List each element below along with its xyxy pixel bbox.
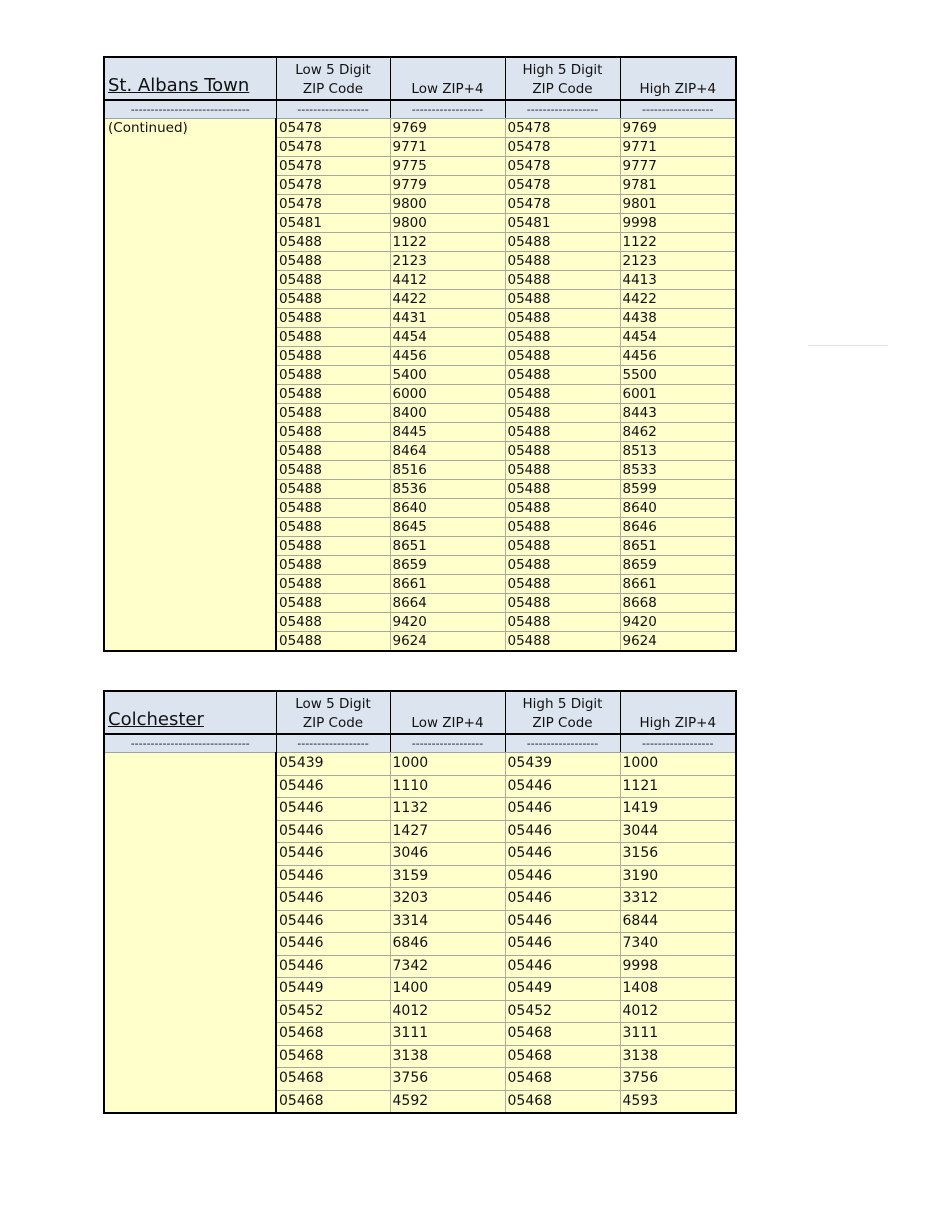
low-zip4-cell: 8464 (390, 442, 505, 461)
high-5-digit-cell: 05488 (505, 575, 620, 594)
low-5-digit-cell: 05449 (276, 978, 390, 1001)
high-zip4-cell: 8462 (620, 423, 736, 442)
high-zip4-cell: 1000 (620, 753, 736, 776)
high-zip4-cell: 8640 (620, 499, 736, 518)
table-row (104, 753, 736, 776)
high-zip4-cell: 4438 (620, 309, 736, 328)
high-5-digit-cell: 05488 (505, 480, 620, 499)
high-5-digit-cell: 05488 (505, 366, 620, 385)
low-zip4-cell: 3138 (390, 1045, 505, 1068)
low-zip4-cell: 1427 (390, 820, 505, 843)
high-zip4-cell: 4012 (620, 1000, 736, 1023)
col-label-line1: High 5 Digit (522, 696, 603, 712)
low-5-digit-cell: 05488 (276, 347, 390, 366)
high-5-digit-cell: 05488 (505, 252, 620, 271)
low-zip4-cell: 6846 (390, 933, 505, 956)
low-zip4-cell: 8664 (390, 594, 505, 613)
low-5-digit-cell: 05488 (276, 271, 390, 290)
high-5-digit-cell: 05446 (505, 933, 620, 956)
low-zip4-cell: 4592 (390, 1090, 505, 1113)
low-zip4-cell: 3756 (390, 1068, 505, 1091)
low-zip4-cell: 9775 (390, 157, 505, 176)
col-high-5-digit (505, 691, 620, 734)
low-zip4-cell: 8651 (390, 537, 505, 556)
high-5-digit-cell: 05446 (505, 955, 620, 978)
high-zip4-cell: 3138 (620, 1045, 736, 1068)
table-body (104, 119, 736, 652)
high-zip4-cell: 3044 (620, 820, 736, 843)
high-5-digit-cell: 05488 (505, 442, 620, 461)
col-label-line1: Low 5 Digit (295, 62, 371, 78)
high-5-digit-cell: 05452 (505, 1000, 620, 1023)
low-5-digit-cell: 05468 (276, 1090, 390, 1113)
high-5-digit-cell: 05446 (505, 865, 620, 888)
high-5-digit-cell: 05468 (505, 1068, 620, 1091)
zip-table (103, 690, 737, 1114)
low-5-digit-cell: 05446 (276, 775, 390, 798)
low-5-digit-cell: 05488 (276, 404, 390, 423)
low-5-digit-cell: 05478 (276, 157, 390, 176)
high-5-digit-cell: 05468 (505, 1045, 620, 1068)
high-zip4-cell: 2123 (620, 252, 736, 271)
dash-separator: ------------------------------ (104, 734, 276, 753)
high-zip4-cell: 4593 (620, 1090, 736, 1113)
dash-separator: ------------------ (390, 100, 505, 119)
high-zip4-cell: 3156 (620, 843, 736, 866)
high-5-digit-cell: 05446 (505, 820, 620, 843)
low-5-digit-cell: 05446 (276, 843, 390, 866)
low-5-digit-cell: 05468 (276, 1068, 390, 1091)
col-label-line2: ZIP Code (532, 81, 593, 97)
high-zip4-cell: 1121 (620, 775, 736, 798)
high-5-digit-cell: 05446 (505, 910, 620, 933)
low-zip4-cell: 9420 (390, 613, 505, 632)
high-zip4-cell: 8661 (620, 575, 736, 594)
high-5-digit-cell: 05478 (505, 195, 620, 214)
low-5-digit-cell: 05488 (276, 613, 390, 632)
low-zip4-cell: 4012 (390, 1000, 505, 1023)
high-zip4-cell: 8533 (620, 461, 736, 480)
high-zip4-cell: 8668 (620, 594, 736, 613)
dash-separator: ------------------ (276, 734, 390, 753)
high-5-digit-cell: 05446 (505, 888, 620, 911)
high-zip4-cell: 3756 (620, 1068, 736, 1091)
high-5-digit-cell: 05481 (505, 214, 620, 233)
low-5-digit-cell: 05488 (276, 537, 390, 556)
low-5-digit-cell: 05446 (276, 888, 390, 911)
high-5-digit-cell: 05488 (505, 423, 620, 442)
town-name: St. Albans Town (104, 57, 276, 100)
col-label-line2: ZIP Code (532, 715, 593, 731)
high-5-digit-cell: 05488 (505, 309, 620, 328)
low-zip4-cell: 3314 (390, 910, 505, 933)
high-5-digit-cell: 05488 (505, 385, 620, 404)
high-5-digit-cell: 05478 (505, 138, 620, 157)
low-5-digit-cell: 05488 (276, 290, 390, 309)
low-5-digit-cell: 05488 (276, 252, 390, 271)
zip-table-st-albans-town (103, 56, 735, 652)
low-zip4-cell: 3046 (390, 843, 505, 866)
low-5-digit-cell: 05488 (276, 518, 390, 537)
col-high-5-digit (505, 57, 620, 100)
zip-table-colchester (103, 690, 735, 1114)
high-zip4-cell: 7340 (620, 933, 736, 956)
col-high-zip4: High ZIP+4 (620, 57, 736, 100)
low-zip4-cell: 3203 (390, 888, 505, 911)
low-5-digit-cell: 05488 (276, 309, 390, 328)
low-5-digit-cell: 05439 (276, 753, 390, 776)
low-zip4-cell: 3111 (390, 1023, 505, 1046)
low-zip4-cell: 1110 (390, 775, 505, 798)
low-zip4-cell: 3159 (390, 865, 505, 888)
town-name: Colchester (104, 691, 276, 734)
low-5-digit-cell: 05488 (276, 233, 390, 252)
low-5-digit-cell: 05446 (276, 910, 390, 933)
high-5-digit-cell: 05478 (505, 119, 620, 138)
high-5-digit-cell: 05488 (505, 328, 620, 347)
dash-separator: ------------------ (505, 100, 620, 119)
high-5-digit-cell: 05446 (505, 843, 620, 866)
low-5-digit-cell: 05488 (276, 328, 390, 347)
high-zip4-cell: 1122 (620, 233, 736, 252)
high-zip4-cell: 9801 (620, 195, 736, 214)
high-zip4-cell: 9420 (620, 613, 736, 632)
low-5-digit-cell: 05446 (276, 820, 390, 843)
low-5-digit-cell: 05478 (276, 119, 390, 138)
low-5-digit-cell: 05478 (276, 176, 390, 195)
high-zip4-cell: 4413 (620, 271, 736, 290)
low-zip4-cell: 8445 (390, 423, 505, 442)
low-5-digit-cell: 05468 (276, 1045, 390, 1068)
low-5-digit-cell: 05478 (276, 195, 390, 214)
low-5-digit-cell: 05488 (276, 499, 390, 518)
high-zip4-cell: 8659 (620, 556, 736, 575)
high-zip4-cell: 4454 (620, 328, 736, 347)
high-zip4-cell: 9769 (620, 119, 736, 138)
low-zip4-cell: 7342 (390, 955, 505, 978)
low-zip4-cell: 2123 (390, 252, 505, 271)
high-5-digit-cell: 05488 (505, 632, 620, 652)
low-5-digit-cell: 05488 (276, 423, 390, 442)
high-5-digit-cell: 05488 (505, 499, 620, 518)
high-zip4-cell: 8646 (620, 518, 736, 537)
high-zip4-cell: 1408 (620, 978, 736, 1001)
low-5-digit-cell: 05446 (276, 955, 390, 978)
low-5-digit-cell: 05488 (276, 385, 390, 404)
high-zip4-cell: 8599 (620, 480, 736, 499)
low-5-digit-cell: 05481 (276, 214, 390, 233)
high-5-digit-cell: 05488 (505, 233, 620, 252)
low-zip4-cell: 8661 (390, 575, 505, 594)
col-low-5-digit (276, 57, 390, 100)
divider (808, 345, 888, 346)
high-zip4-cell: 8513 (620, 442, 736, 461)
low-zip4-cell: 1400 (390, 978, 505, 1001)
dash-separator: ------------------ (276, 100, 390, 119)
col-high-zip4: High ZIP+4 (620, 691, 736, 734)
low-zip4-cell: 9624 (390, 632, 505, 652)
low-zip4-cell: 8400 (390, 404, 505, 423)
low-zip4-cell: 9800 (390, 195, 505, 214)
low-zip4-cell: 1122 (390, 233, 505, 252)
low-zip4-cell: 4431 (390, 309, 505, 328)
high-zip4-cell: 8651 (620, 537, 736, 556)
low-5-digit-cell: 05446 (276, 865, 390, 888)
low-5-digit-cell: 05446 (276, 933, 390, 956)
town-note (104, 753, 276, 1114)
high-zip4-cell: 9998 (620, 214, 736, 233)
high-zip4-cell: 9781 (620, 176, 736, 195)
high-5-digit-cell: 05488 (505, 271, 620, 290)
high-5-digit-cell: 05446 (505, 775, 620, 798)
high-zip4-cell: 9771 (620, 138, 736, 157)
high-5-digit-cell: 05488 (505, 461, 620, 480)
low-5-digit-cell: 05488 (276, 366, 390, 385)
high-zip4-cell: 6844 (620, 910, 736, 933)
high-zip4-cell: 4422 (620, 290, 736, 309)
dash-separator-row (104, 734, 736, 753)
dash-separator: ------------------ (505, 734, 620, 753)
high-zip4-cell: 3190 (620, 865, 736, 888)
high-5-digit-cell: 05488 (505, 613, 620, 632)
high-5-digit-cell: 05478 (505, 157, 620, 176)
high-5-digit-cell: 05468 (505, 1090, 620, 1113)
low-5-digit-cell: 05478 (276, 138, 390, 157)
low-zip4-cell: 8659 (390, 556, 505, 575)
dash-separator: ------------------ (620, 100, 736, 119)
table-row (104, 119, 736, 138)
low-5-digit-cell: 05468 (276, 1023, 390, 1046)
col-label-line1: High 5 Digit (522, 62, 603, 78)
low-zip4-cell: 4422 (390, 290, 505, 309)
dash-separator: ------------------------------ (104, 100, 276, 119)
low-zip4-cell: 9779 (390, 176, 505, 195)
low-5-digit-cell: 05488 (276, 461, 390, 480)
table-body (104, 753, 736, 1114)
low-5-digit-cell: 05488 (276, 632, 390, 652)
high-zip4-cell: 4456 (620, 347, 736, 366)
low-5-digit-cell: 05488 (276, 556, 390, 575)
low-zip4-cell: 4454 (390, 328, 505, 347)
low-5-digit-cell: 05452 (276, 1000, 390, 1023)
dash-separator: ------------------ (620, 734, 736, 753)
col-low-zip4: Low ZIP+4 (390, 691, 505, 734)
low-zip4-cell: 9800 (390, 214, 505, 233)
high-5-digit-cell: 05439 (505, 753, 620, 776)
high-zip4-cell: 9777 (620, 157, 736, 176)
low-5-digit-cell: 05488 (276, 442, 390, 461)
high-5-digit-cell: 05488 (505, 518, 620, 537)
dash-separator: ------------------ (390, 734, 505, 753)
high-zip4-cell: 5500 (620, 366, 736, 385)
low-5-digit-cell: 05446 (276, 798, 390, 821)
low-zip4-cell: 4412 (390, 271, 505, 290)
high-zip4-cell: 9624 (620, 632, 736, 652)
high-zip4-cell: 9998 (620, 955, 736, 978)
high-5-digit-cell: 05488 (505, 290, 620, 309)
high-5-digit-cell: 05488 (505, 537, 620, 556)
high-zip4-cell: 3111 (620, 1023, 736, 1046)
col-low-zip4: Low ZIP+4 (390, 57, 505, 100)
low-zip4-cell: 9771 (390, 138, 505, 157)
high-5-digit-cell: 05468 (505, 1023, 620, 1046)
town-note: (Continued) (104, 119, 276, 652)
header-row (104, 57, 736, 100)
high-5-digit-cell: 05488 (505, 347, 620, 366)
low-zip4-cell: 8645 (390, 518, 505, 537)
low-zip4-cell: 8516 (390, 461, 505, 480)
high-5-digit-cell: 05449 (505, 978, 620, 1001)
low-zip4-cell: 1000 (390, 753, 505, 776)
high-zip4-cell: 1419 (620, 798, 736, 821)
high-5-digit-cell: 05446 (505, 798, 620, 821)
low-5-digit-cell: 05488 (276, 575, 390, 594)
high-zip4-cell: 3312 (620, 888, 736, 911)
high-5-digit-cell: 05488 (505, 594, 620, 613)
low-zip4-cell: 5400 (390, 366, 505, 385)
dash-separator-row (104, 100, 736, 119)
low-zip4-cell: 1132 (390, 798, 505, 821)
low-5-digit-cell: 05488 (276, 480, 390, 499)
high-5-digit-cell: 05478 (505, 176, 620, 195)
col-label-line1: Low 5 Digit (295, 696, 371, 712)
low-zip4-cell: 9769 (390, 119, 505, 138)
low-zip4-cell: 8536 (390, 480, 505, 499)
col-label-line2: ZIP Code (302, 715, 364, 731)
low-5-digit-cell: 05488 (276, 594, 390, 613)
high-5-digit-cell: 05488 (505, 404, 620, 423)
high-zip4-cell: 6001 (620, 385, 736, 404)
high-5-digit-cell: 05488 (505, 556, 620, 575)
low-zip4-cell: 8640 (390, 499, 505, 518)
zip-table (103, 56, 737, 652)
col-low-5-digit (276, 691, 390, 734)
header-row (104, 691, 736, 734)
high-zip4-cell: 8443 (620, 404, 736, 423)
col-label-line2: ZIP Code (302, 81, 364, 97)
low-zip4-cell: 4456 (390, 347, 505, 366)
low-zip4-cell: 6000 (390, 385, 505, 404)
